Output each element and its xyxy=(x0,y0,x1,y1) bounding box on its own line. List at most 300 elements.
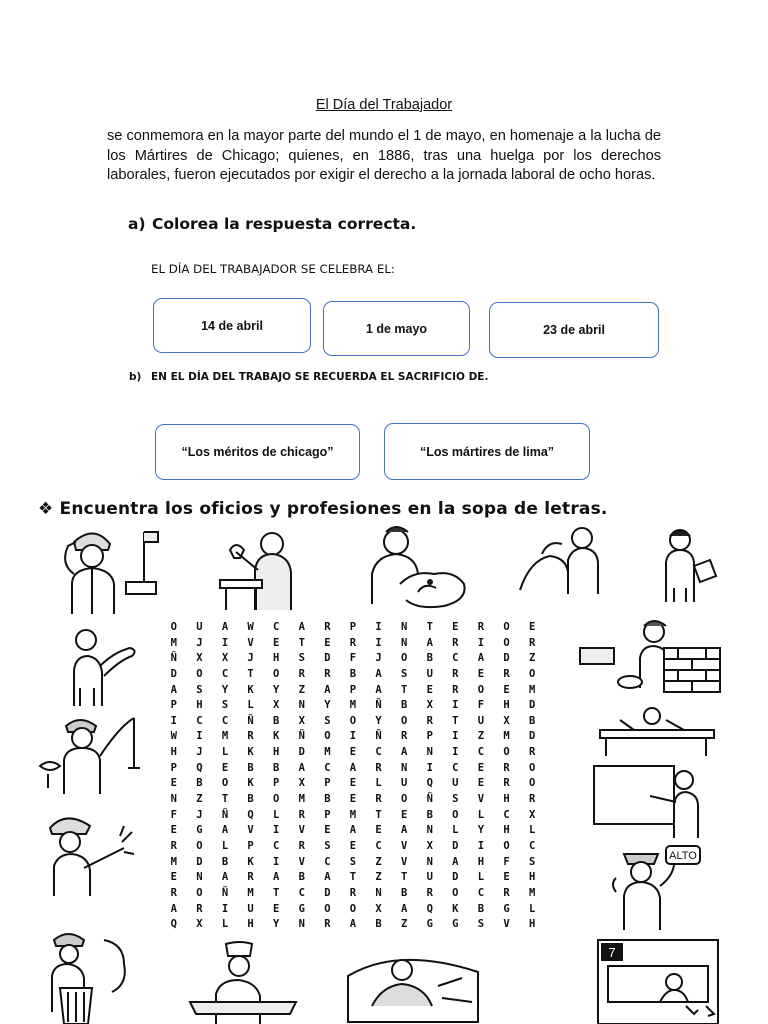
grid-letter[interactable]: D xyxy=(170,667,177,680)
grid-letter[interactable]: Ñ xyxy=(221,808,229,821)
grid-letter[interactable]: E xyxy=(170,871,177,884)
grid-letter[interactable]: R xyxy=(298,808,305,821)
grid-letter[interactable]: R xyxy=(170,886,177,899)
grid-letter[interactable]: B xyxy=(298,871,305,884)
grid-letter[interactable]: B xyxy=(273,761,280,774)
grid-letter[interactable]: V xyxy=(298,824,305,837)
grid-letter[interactable]: B xyxy=(196,777,203,790)
grid-letter[interactable]: V xyxy=(298,855,305,868)
grid-letter[interactable]: L xyxy=(221,746,229,759)
grid-letter[interactable]: Z xyxy=(477,730,485,743)
grid-letter[interactable]: C xyxy=(324,855,331,868)
grid-letter[interactable]: Y xyxy=(477,824,485,837)
grid-letter[interactable]: W xyxy=(247,621,254,633)
grid-letter[interactable]: B xyxy=(221,855,229,868)
grid-letter[interactable]: Ñ xyxy=(247,714,254,727)
grid-letter[interactable]: P xyxy=(349,621,357,633)
word-search-grid[interactable] xyxy=(161,620,545,933)
grid-letter[interactable]: H xyxy=(503,793,510,806)
grid-letter[interactable]: T xyxy=(349,871,357,884)
grid-letter[interactable]: M xyxy=(503,730,510,743)
grid-letter[interactable]: H xyxy=(273,746,280,759)
grid-letter[interactable]: E xyxy=(375,824,382,837)
grid-letter[interactable]: N xyxy=(298,699,305,712)
grid-letter[interactable]: K xyxy=(247,855,254,868)
grid-letter[interactable]: C xyxy=(375,839,382,852)
grid-letter[interactable]: E xyxy=(503,683,510,696)
grid-letter[interactable]: L xyxy=(452,824,459,837)
grid-letter[interactable]: R xyxy=(349,886,357,899)
grid-letter[interactable]: Z xyxy=(400,918,408,931)
grid-letter[interactable]: M xyxy=(298,793,305,806)
grid-letter[interactable]: R xyxy=(426,886,433,899)
grid-letter[interactable]: O xyxy=(477,683,485,696)
grid-letter[interactable]: V xyxy=(477,793,485,806)
grid-letter[interactable]: O xyxy=(349,714,357,727)
grid-letter[interactable]: Ñ xyxy=(221,886,229,899)
grid-letter[interactable]: A xyxy=(221,621,229,633)
grid-letter[interactable]: I xyxy=(452,746,459,759)
grid-letter[interactable]: A xyxy=(375,667,382,680)
grid-letter[interactable]: B xyxy=(477,902,485,915)
grid-letter[interactable]: C xyxy=(298,886,305,899)
grid-letter[interactable]: C xyxy=(375,746,382,759)
grid-letter[interactable]: D xyxy=(452,839,459,852)
grid-letter[interactable]: O xyxy=(324,902,331,915)
grid-letter[interactable]: Q xyxy=(426,902,433,915)
grid-letter[interactable]: O xyxy=(273,667,280,680)
grid-letter[interactable]: V xyxy=(400,839,408,852)
grid-letter[interactable]: M xyxy=(349,808,357,821)
grid-letter[interactable]: L xyxy=(375,777,382,790)
grid-letter[interactable]: D xyxy=(324,652,331,665)
grid-letter[interactable]: E xyxy=(503,871,510,884)
grid-letter[interactable]: R xyxy=(247,730,254,743)
grid-letter[interactable]: A xyxy=(349,824,357,837)
grid-letter[interactable]: O xyxy=(170,621,177,633)
grid-letter[interactable]: F xyxy=(349,652,357,665)
grid-letter[interactable]: O xyxy=(349,902,357,915)
grid-letter[interactable]: C xyxy=(273,621,280,633)
grid-letter[interactable]: R xyxy=(196,902,203,915)
grid-letter[interactable]: A xyxy=(349,918,357,931)
grid-letter[interactable]: I xyxy=(349,730,357,743)
grid-letter[interactable]: C xyxy=(477,886,485,899)
grid-letter[interactable]: I xyxy=(221,636,229,649)
grid-letter[interactable]: L xyxy=(221,918,229,931)
grid-letter[interactable]: B xyxy=(528,714,536,727)
grid-letter[interactable]: V xyxy=(400,855,408,868)
grid-letter[interactable]: A xyxy=(452,855,459,868)
grid-letter[interactable]: P xyxy=(273,777,280,790)
grid-letter[interactable]: X xyxy=(375,902,382,915)
grid-letter[interactable]: I xyxy=(273,855,280,868)
grid-letter[interactable]: I xyxy=(196,730,203,743)
grid-letter[interactable]: E xyxy=(349,839,357,852)
grid-letter[interactable]: S xyxy=(221,699,229,712)
grid-letter[interactable]: O xyxy=(400,652,408,665)
grid-letter[interactable]: R xyxy=(298,667,305,680)
grid-letter[interactable]: I xyxy=(375,621,382,633)
grid-letter[interactable]: L xyxy=(528,824,536,837)
grid-letter[interactable]: Ñ xyxy=(170,652,177,665)
grid-letter[interactable]: R xyxy=(503,886,510,899)
grid-letter[interactable]: O xyxy=(452,808,459,821)
grid-letter[interactable]: B xyxy=(400,886,408,899)
grid-letter[interactable]: J xyxy=(375,652,382,665)
grid-letter[interactable]: M xyxy=(170,855,177,868)
grid-letter[interactable]: W xyxy=(170,730,177,743)
grid-letter[interactable]: R xyxy=(452,683,459,696)
grid-letter[interactable]: C xyxy=(324,761,331,774)
grid-letter[interactable]: N xyxy=(400,621,408,633)
grid-letter[interactable]: D xyxy=(503,652,510,665)
grid-letter[interactable]: P xyxy=(170,699,177,712)
grid-letter[interactable]: E xyxy=(170,777,177,790)
grid-letter[interactable]: D xyxy=(528,730,536,743)
grid-letter[interactable]: Z xyxy=(375,871,382,884)
option-box-14-abril[interactable] xyxy=(153,298,311,353)
grid-letter[interactable]: A xyxy=(170,683,177,696)
grid-letter[interactable]: N xyxy=(400,636,408,649)
grid-letter[interactable]: I xyxy=(477,636,485,649)
grid-letter[interactable]: R xyxy=(528,746,536,759)
grid-letter[interactable]: Ñ xyxy=(298,730,305,743)
grid-letter[interactable]: A xyxy=(324,683,331,696)
grid-letter[interactable]: Y xyxy=(221,683,229,696)
grid-letter[interactable]: C xyxy=(452,761,459,774)
grid-letter[interactable]: O xyxy=(196,886,203,899)
grid-letter[interactable]: O xyxy=(196,667,203,680)
grid-letter[interactable]: E xyxy=(221,761,229,774)
grid-letter[interactable]: R xyxy=(375,761,382,774)
grid-letter[interactable]: A xyxy=(375,683,382,696)
grid-letter[interactable]: U xyxy=(196,621,203,633)
grid-letter[interactable]: H xyxy=(503,699,510,712)
grid-letter[interactable]: O xyxy=(503,839,510,852)
grid-letter[interactable]: H xyxy=(528,871,536,884)
grid-letter[interactable]: T xyxy=(452,714,459,727)
option-box-meritos-chicago[interactable] xyxy=(155,424,360,480)
grid-letter[interactable]: D xyxy=(324,886,331,899)
grid-letter[interactable]: G xyxy=(452,918,459,931)
grid-letter[interactable]: N xyxy=(196,871,203,884)
grid-letter[interactable]: Ñ xyxy=(375,699,382,712)
grid-letter[interactable]: G xyxy=(298,902,305,915)
grid-letter[interactable]: B xyxy=(349,667,357,680)
option-box-1-mayo[interactable] xyxy=(323,301,470,356)
grid-letter[interactable]: X xyxy=(298,777,305,790)
grid-letter[interactable]: O xyxy=(196,839,203,852)
grid-letter[interactable]: O xyxy=(273,793,280,806)
grid-letter[interactable]: A xyxy=(324,871,331,884)
grid-letter[interactable]: U xyxy=(247,902,254,915)
grid-letter[interactable]: O xyxy=(503,636,510,649)
grid-letter[interactable]: F xyxy=(170,808,177,821)
grid-letter[interactable]: I xyxy=(452,699,459,712)
grid-letter[interactable]: Y xyxy=(324,699,331,712)
grid-letter[interactable]: S xyxy=(477,918,485,931)
grid-letter[interactable]: Z xyxy=(375,855,382,868)
grid-letter[interactable]: I xyxy=(221,902,229,915)
grid-letter[interactable]: E xyxy=(324,636,331,649)
grid-letter[interactable]: F xyxy=(503,855,510,868)
grid-letter[interactable]: O xyxy=(503,621,510,633)
grid-letter[interactable]: T xyxy=(400,871,408,884)
grid-letter[interactable]: B xyxy=(426,652,433,665)
grid-letter[interactable]: X xyxy=(298,714,305,727)
grid-letter[interactable]: A xyxy=(349,761,357,774)
grid-letter[interactable]: A xyxy=(400,746,408,759)
grid-letter[interactable]: S xyxy=(452,793,459,806)
grid-letter[interactable]: M xyxy=(324,746,331,759)
grid-letter[interactable]: Z xyxy=(298,683,305,696)
grid-letter[interactable]: T xyxy=(247,667,254,680)
grid-letter[interactable]: P xyxy=(170,761,177,774)
grid-letter[interactable]: C xyxy=(452,652,459,665)
grid-letter[interactable]: E xyxy=(349,793,357,806)
grid-letter[interactable]: O xyxy=(400,714,408,727)
grid-letter[interactable]: X xyxy=(426,699,433,712)
grid-letter[interactable]: X xyxy=(528,808,536,821)
grid-letter[interactable]: A xyxy=(400,902,408,915)
grid-letter[interactable]: E xyxy=(349,746,357,759)
grid-letter[interactable]: N xyxy=(170,793,177,806)
grid-letter[interactable]: O xyxy=(452,886,459,899)
grid-letter[interactable]: A xyxy=(221,824,229,837)
grid-letter[interactable]: R xyxy=(528,793,536,806)
grid-letter[interactable]: L xyxy=(477,871,485,884)
grid-letter[interactable]: C xyxy=(503,808,510,821)
grid-letter[interactable]: S xyxy=(298,652,305,665)
grid-letter[interactable]: A xyxy=(400,824,408,837)
grid-letter[interactable]: E xyxy=(349,777,357,790)
grid-letter[interactable]: J xyxy=(247,652,254,665)
grid-letter[interactable]: Ñ xyxy=(426,793,433,806)
option-box-martires-lima[interactable] xyxy=(384,423,590,480)
grid-letter[interactable]: O xyxy=(400,793,408,806)
grid-letter[interactable]: R xyxy=(349,636,357,649)
grid-letter[interactable]: C xyxy=(477,746,485,759)
grid-letter[interactable]: G xyxy=(426,918,433,931)
grid-letter[interactable]: S xyxy=(324,714,331,727)
grid-letter[interactable]: R xyxy=(324,667,331,680)
grid-letter[interactable]: B xyxy=(400,699,408,712)
grid-letter[interactable]: L xyxy=(221,839,229,852)
grid-letter[interactable]: E xyxy=(477,667,485,680)
grid-letter[interactable]: N xyxy=(426,855,433,868)
grid-letter[interactable]: A xyxy=(426,636,433,649)
grid-letter[interactable]: E xyxy=(477,777,485,790)
grid-letter[interactable]: Z xyxy=(196,793,203,806)
grid-letter[interactable]: C xyxy=(196,714,203,727)
grid-letter[interactable]: T xyxy=(273,886,280,899)
grid-letter[interactable]: Ñ xyxy=(375,730,382,743)
grid-letter[interactable]: H xyxy=(247,918,254,931)
grid-letter[interactable]: B xyxy=(375,918,382,931)
grid-letter[interactable]: R xyxy=(247,871,254,884)
grid-letter[interactable]: N xyxy=(426,824,433,837)
grid-letter[interactable]: E xyxy=(426,683,433,696)
grid-letter[interactable]: P xyxy=(426,730,433,743)
grid-letter[interactable]: V xyxy=(503,918,510,931)
grid-letter[interactable]: J xyxy=(196,746,203,759)
grid-letter[interactable]: J xyxy=(196,636,203,649)
grid-letter[interactable]: F xyxy=(477,699,485,712)
grid-letter[interactable]: R xyxy=(503,777,510,790)
grid-letter[interactable]: C xyxy=(273,839,280,852)
grid-letter[interactable]: M xyxy=(170,636,177,649)
grid-letter[interactable]: X xyxy=(273,699,280,712)
grid-letter[interactable]: N xyxy=(298,918,305,931)
grid-letter[interactable]: R xyxy=(400,730,408,743)
grid-letter[interactable]: I xyxy=(273,824,280,837)
grid-letter[interactable]: R xyxy=(170,839,177,852)
grid-letter[interactable]: O xyxy=(503,746,510,759)
grid-letter[interactable]: R xyxy=(298,839,305,852)
grid-letter[interactable]: H xyxy=(170,746,177,759)
grid-letter[interactable]: H xyxy=(477,855,485,868)
grid-letter[interactable]: O xyxy=(324,730,331,743)
grid-letter[interactable]: I xyxy=(452,730,459,743)
grid-letter[interactable]: P xyxy=(324,808,331,821)
grid-letter[interactable]: V xyxy=(247,636,254,649)
grid-letter[interactable]: D xyxy=(452,871,459,884)
grid-letter[interactable]: B xyxy=(273,714,280,727)
grid-letter[interactable]: S xyxy=(324,839,331,852)
grid-letter[interactable]: K xyxy=(247,683,254,696)
grid-letter[interactable]: P xyxy=(324,777,331,790)
grid-letter[interactable]: A xyxy=(170,902,177,915)
grid-letter[interactable]: L xyxy=(273,808,280,821)
grid-letter[interactable]: R xyxy=(503,667,510,680)
grid-letter[interactable]: X xyxy=(196,918,203,931)
grid-letter[interactable]: H xyxy=(196,699,203,712)
grid-letter[interactable]: T xyxy=(400,683,408,696)
grid-letter[interactable]: A xyxy=(477,652,485,665)
grid-letter[interactable]: A xyxy=(273,871,280,884)
grid-letter[interactable]: M xyxy=(528,683,536,696)
grid-letter[interactable]: Q xyxy=(426,777,433,790)
grid-letter[interactable]: B xyxy=(324,793,331,806)
grid-letter[interactable]: U xyxy=(426,667,433,680)
grid-letter[interactable]: A xyxy=(298,761,305,774)
grid-letter[interactable]: U xyxy=(452,777,459,790)
grid-letter[interactable]: M xyxy=(247,886,254,899)
grid-letter[interactable]: L xyxy=(528,902,536,915)
grid-letter[interactable]: R xyxy=(477,621,485,633)
grid-letter[interactable]: K xyxy=(247,746,254,759)
grid-letter[interactable]: U xyxy=(426,871,433,884)
grid-letter[interactable]: O xyxy=(528,761,536,774)
grid-letter[interactable]: K xyxy=(247,777,254,790)
grid-letter[interactable]: I xyxy=(426,761,433,774)
grid-letter[interactable]: U xyxy=(477,714,485,727)
grid-letter[interactable]: E xyxy=(477,761,485,774)
grid-letter[interactable]: Q xyxy=(247,808,254,821)
grid-letter[interactable]: Q xyxy=(170,918,177,931)
grid-letter[interactable]: I xyxy=(477,839,485,852)
grid-letter[interactable]: H xyxy=(273,652,280,665)
grid-letter[interactable]: P xyxy=(247,839,254,852)
grid-letter[interactable]: T xyxy=(298,636,305,649)
grid-letter[interactable]: N xyxy=(400,761,408,774)
grid-letter[interactable]: X xyxy=(426,839,433,852)
grid-letter[interactable]: Y xyxy=(273,683,280,696)
grid-letter[interactable]: Y xyxy=(273,918,280,931)
grid-letter[interactable]: T xyxy=(375,808,382,821)
grid-letter[interactable]: B xyxy=(247,761,254,774)
grid-letter[interactable]: X xyxy=(503,714,510,727)
grid-letter[interactable]: C xyxy=(528,839,536,852)
grid-letter[interactable]: R xyxy=(503,761,510,774)
grid-letter[interactable]: S xyxy=(349,855,357,868)
grid-letter[interactable]: E xyxy=(324,824,331,837)
grid-letter[interactable]: S xyxy=(400,667,408,680)
grid-letter[interactable]: M xyxy=(349,699,357,712)
grid-letter[interactable]: R xyxy=(375,793,382,806)
grid-letter[interactable]: E xyxy=(528,621,536,633)
grid-letter[interactable]: V xyxy=(247,824,254,837)
grid-letter[interactable]: T xyxy=(221,793,229,806)
grid-letter[interactable]: D xyxy=(528,699,536,712)
grid-letter[interactable]: X xyxy=(196,652,203,665)
grid-letter[interactable]: G xyxy=(503,902,510,915)
grid-letter[interactable]: H xyxy=(503,824,510,837)
grid-letter[interactable]: L xyxy=(247,699,254,712)
grid-letter[interactable]: B xyxy=(247,793,254,806)
grid-letter[interactable]: S xyxy=(528,855,536,868)
grid-letter[interactable]: L xyxy=(477,808,485,821)
grid-letter[interactable]: O xyxy=(528,667,536,680)
grid-letter[interactable]: Z xyxy=(528,652,536,665)
grid-letter[interactable]: D xyxy=(196,855,203,868)
grid-letter[interactable]: R xyxy=(452,667,459,680)
grid-letter[interactable]: U xyxy=(400,777,408,790)
grid-letter[interactable]: X xyxy=(221,652,229,665)
grid-letter[interactable]: R xyxy=(324,918,331,931)
grid-letter[interactable]: R xyxy=(528,636,536,649)
grid-letter[interactable]: N xyxy=(426,746,433,759)
grid-letter[interactable]: I xyxy=(170,714,177,727)
grid-letter[interactable]: R xyxy=(324,621,331,633)
grid-letter[interactable]: R xyxy=(426,714,433,727)
grid-letter[interactable]: E xyxy=(452,621,459,633)
grid-letter[interactable]: O xyxy=(221,777,229,790)
grid-letter[interactable]: Y xyxy=(375,714,382,727)
grid-letter[interactable]: K xyxy=(273,730,280,743)
grid-letter[interactable]: A xyxy=(221,871,229,884)
grid-letter[interactable]: N xyxy=(375,886,382,899)
option-box-23-abril[interactable] xyxy=(489,302,659,358)
grid-letter[interactable]: T xyxy=(426,621,433,633)
grid-letter[interactable]: R xyxy=(452,636,459,649)
grid-letter[interactable]: C xyxy=(221,667,229,680)
grid-letter[interactable]: G xyxy=(196,824,203,837)
grid-letter[interactable]: E xyxy=(170,824,177,837)
grid-letter[interactable]: E xyxy=(273,902,280,915)
grid-letter[interactable]: E xyxy=(273,636,280,649)
grid-letter[interactable]: I xyxy=(375,636,382,649)
grid-letter[interactable]: M xyxy=(221,730,229,743)
grid-letter[interactable]: S xyxy=(196,683,203,696)
grid-letter[interactable]: H xyxy=(528,918,536,931)
grid-letter[interactable]: B xyxy=(426,808,433,821)
grid-letter[interactable]: C xyxy=(221,714,229,727)
grid-letter[interactable]: O xyxy=(528,777,536,790)
grid-letter[interactable]: Q xyxy=(196,761,203,774)
grid-letter[interactable]: M xyxy=(528,886,536,899)
